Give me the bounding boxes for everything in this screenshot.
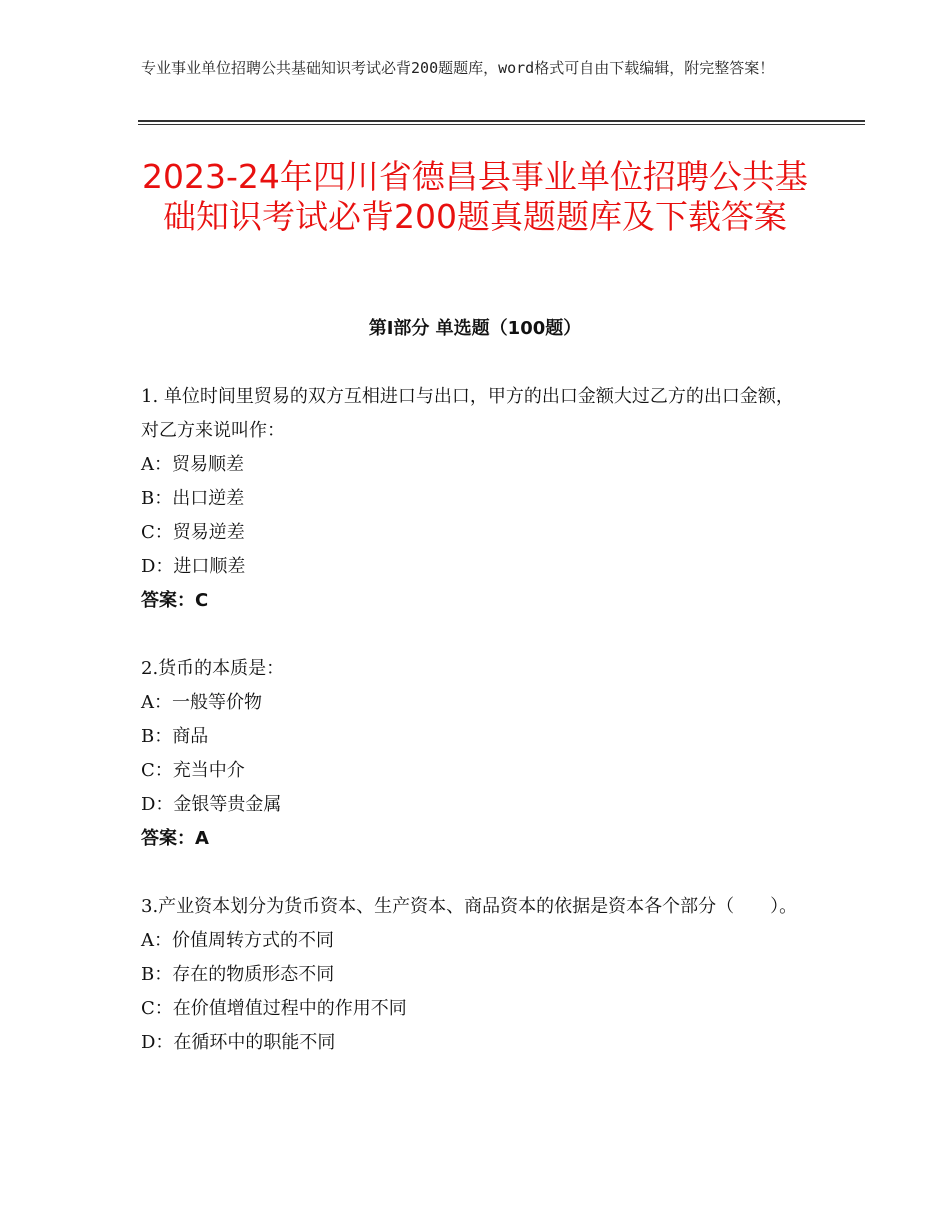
question-2 [141, 652, 811, 856]
question-stem: 3.产业资本划分为货币资本、生产资本、商品资本的依据是资本各个部分（ ）。 [141, 896, 798, 917]
header-divider [138, 120, 865, 122]
option-c: C：充当中介 [141, 760, 245, 781]
question-3 [141, 890, 811, 1060]
option-a: A：价值周转方式的不同 [141, 930, 334, 951]
option-b: B：商品 [141, 726, 209, 747]
option-c: C：在价值增值过程中的作用不同 [141, 998, 407, 1019]
header-divider-thin [138, 124, 865, 125]
option-c: C：贸易逆差 [141, 522, 245, 543]
answer: 答案：C [141, 590, 209, 611]
option-b: B：出口逆差 [141, 488, 245, 509]
header-note: 专业事业单位招聘公共基础知识考试必背200题题库，word格式可自由下载编辑，附完整答案！ [141, 59, 775, 77]
option-d: D：在循环中的职能不同 [141, 1032, 336, 1053]
answer: 答案：A [141, 828, 209, 849]
section-title: 第Ⅰ部分 单选题（100题） [368, 318, 582, 339]
option-d: D：进口顺差 [141, 556, 246, 577]
option-a: A：贸易顺差 [141, 454, 244, 475]
option-b: B：存在的物质形态不同 [141, 964, 335, 985]
document-title: 2023-24年四川省德昌县事业单位招聘公共基础知识考试必背200题真题题库及下载答案 [142, 157, 808, 236]
question-stem: 1. 单位时间里贸易的双方互相进口与出口，甲方的出口金额大过乙方的出口金额，对乙方来说叫作： [141, 386, 794, 441]
option-a: A：一般等价物 [141, 692, 262, 713]
question-stem: 2.货币的本质是： [141, 658, 285, 679]
question-1 [141, 380, 811, 618]
option-d: D：金银等贵金属 [141, 794, 282, 815]
